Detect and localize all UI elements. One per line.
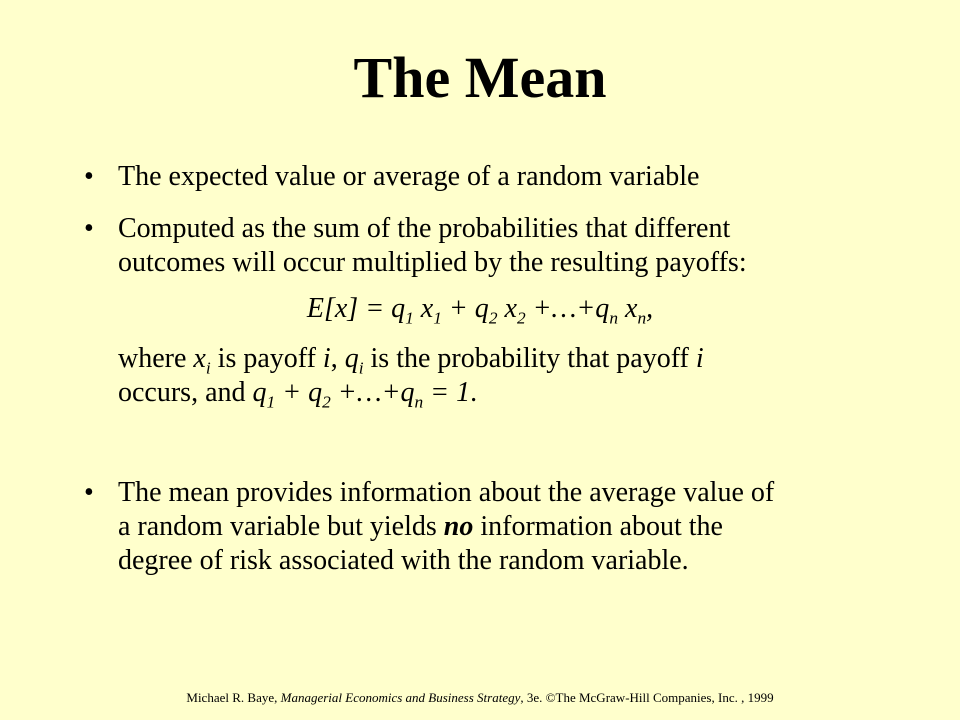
bullet-line: outcomes will occur multiplied by the resulting payoffs:	[118, 247, 747, 278]
bullet-line: The mean provides information about the average value of	[118, 477, 775, 508]
bullet-text	[118, 212, 880, 280]
equation-explanation: where $x_i$ is payoff i, $q_i$ is the probability that payoff i occurs, and $q_1 + q_2$ $+\dots+q_n = 1$.	[118, 343, 704, 412]
mean-equation: $E[x] = q_1$ $x_1 + q_2$ $x_2$ $+\dots+q_n$ $x_n$,	[306, 293, 654, 328]
bullet-marker: •	[84, 161, 94, 192]
book-title: Managerial Economics and Business Strategy	[280, 690, 521, 705]
bullet-text: The expected value or average of a random variable	[118, 161, 700, 192]
bullet-marker: •	[84, 477, 94, 508]
bullet-text	[118, 476, 880, 578]
bullet-line: Computed as the sum of the probabilities that different	[118, 213, 731, 244]
emphasis-no: no	[443, 511, 474, 542]
slide-title: The Mean	[353, 45, 607, 110]
slide-footer: Michael R. Baye, Managerial Economics and Business Strategy, 3e. ©The McGraw-Hill Companies, Inc. , 1999	[186, 690, 774, 705]
bullet-marker: •	[84, 213, 94, 244]
bullet-line: a random variable but yields no information about the	[118, 511, 723, 542]
bullet-line: degree of risk associated with the random variable.	[118, 545, 689, 576]
